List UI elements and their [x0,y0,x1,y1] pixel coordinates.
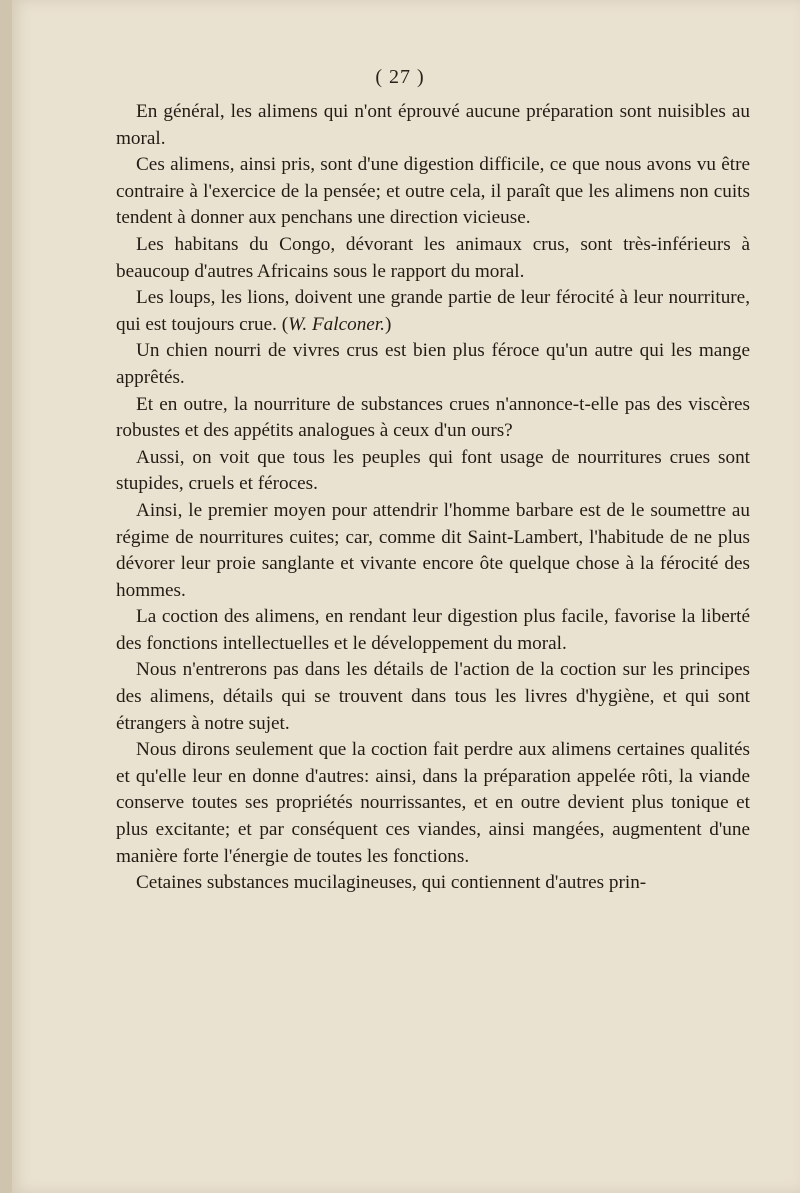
paragraph-11: Nous dirons seulement que la coction fait perdre aux alimens certaines qualités et qu'elle leur en donne d'autres: ainsi, dans la préparation appelée rôti, la viande conserve toutes ses propriétés nourrissantes, et en outre devient plus tonique et plus excitante; et par conséquent ces viandes, ainsi mangées, augmentent d'une manière forte l'énergie de toutes les fonctions. [116,739,750,867]
page-number: ( 27 ) [375,66,425,88]
paragraph-1: En général, les alimens qui n'ont éprouvé aucune préparation sont nuisibles au moral. [116,101,750,149]
page-body-text [116,99,750,897]
citation-close: ) [384,313,392,335]
paragraph-4-text: Les loups, les lions, doivent une grande partie de leur férocité à leur nourriture, qui est toujours crue. [116,287,750,335]
paragraph-2: Ces alimens, ainsi pris, sont d'une digestion difficile, ce que nous avons vu être contraire à l'exercice de la pensée; et outre cela, il paraît que les alimens non cuits tendent à donner aux penchans une direction vicieuse. [116,154,750,229]
paragraph-3: Les habitans du Congo, dévorant les animaux crus, sont très-inférieurs à beaucoup d'autres Africains sous le rapport du moral. [116,233,750,282]
paragraph-9: La coction des alimens, en rendant leur digestion plus facile, favorise la liberté des fonctions intellectuelles et le développement du moral. [116,606,750,654]
scan-edge [0,0,12,1193]
paragraph-7: Aussi, on voit que tous les peuples qui font usage de nourritures crues sont stupides, cruels et féroces. [116,446,750,495]
paragraph-12: Cetaines substances mucilagineuses, qui contiennent d'autres prin- [136,872,647,894]
paragraph-10: Nous n'entrerons pas dans les détails de l'action de la coction sur les principes des alimens, détails qui se trouvent dans tous les livres d'hygiène, et qui sont étrangers à notre sujet. [116,659,750,734]
paragraph-8: Ainsi, le premier moyen pour attendrir l'homme barbare est de le soumettre au régime de nourritures cuites; car, comme dit Saint-Lambert, l'habitude de ne plus dévorer leur proie sanglante et vivante encore ôte quelque chose à la férocité des hommes. [116,499,750,601]
paragraph-6: Et en outre, la nourriture de substances crues n'annonce-t-elle pas des viscères robustes et des appétits analogues à ceux d'un ours? [116,393,750,442]
citation-open: ( [276,313,289,335]
citation-author: W. Falconer. [288,313,385,335]
paragraph-4 [116,285,750,338]
paragraph-5: Un chien nourri de vivres crus est bien plus féroce qu'un autre qui les mange apprêtés. [116,340,750,388]
